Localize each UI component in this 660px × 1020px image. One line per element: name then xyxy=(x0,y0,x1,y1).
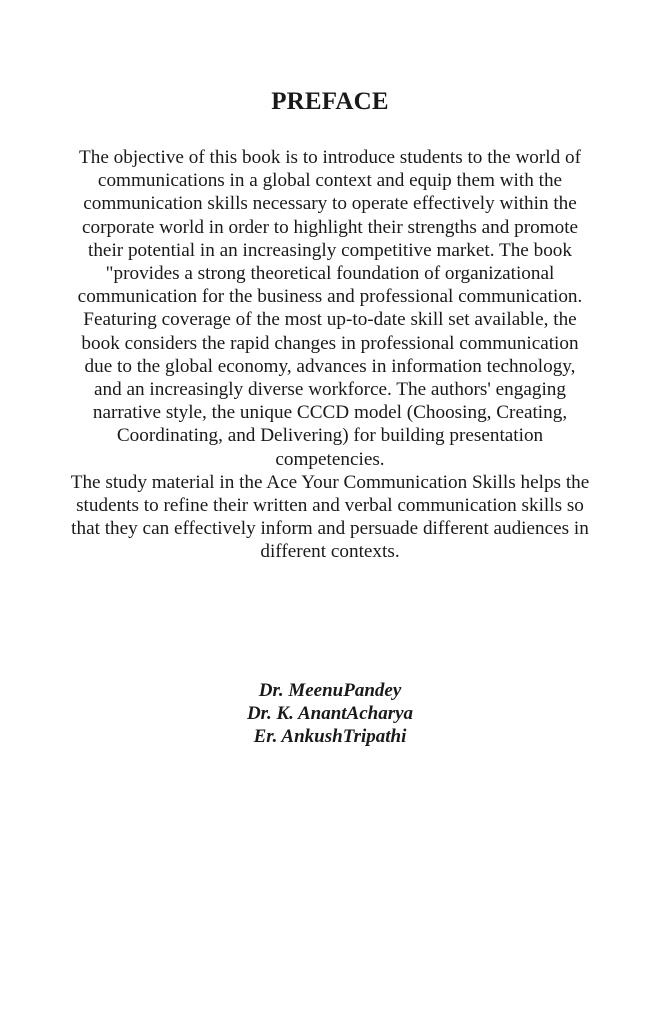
body-line: narrative style, the unique CCCD model (Choosing, Creating, xyxy=(92,402,568,424)
author-name: Dr. MeenuPandey xyxy=(258,680,402,701)
body-line: different contexts. xyxy=(260,541,400,563)
body-line: that they can effectively inform and persuade different audiences in xyxy=(71,518,589,540)
body-line: communication for the business and professional communication. xyxy=(77,286,583,308)
body-line: corporate world in order to highlight their strengths and promote xyxy=(81,216,579,238)
body-line: The objective of this book is to introduce students to the world of xyxy=(79,147,581,168)
page-title: PREFACE xyxy=(271,88,389,115)
body-line: book considers the rapid changes in professional communication xyxy=(81,332,579,354)
body-line: communication skills necessary to operate effectively within the xyxy=(83,193,577,215)
body-line: competencies. xyxy=(275,448,385,470)
body-line: Coordinating, and Delivering) for building presentation xyxy=(116,425,544,447)
author-name: Er. AnkushTripathi xyxy=(253,726,407,747)
author-name: Dr. K. AnantAcharya xyxy=(246,703,414,724)
author-list xyxy=(0,679,660,748)
preface-body xyxy=(40,146,620,564)
body-line: communications in a global context and equip them with the xyxy=(97,170,563,192)
body-line: Featuring coverage of the most up-to-date skill set available, the xyxy=(83,309,577,331)
body-line: due to the global economy, advances in information technology, xyxy=(84,355,576,377)
body-line: students to refine their written and verbal communication skills so xyxy=(76,495,584,517)
body-line: their potential in an increasingly competitive market. The book xyxy=(88,239,572,261)
body-line: The study material in the Ace Your Communication Skills helps the xyxy=(70,471,590,493)
body-line: "provides a strong theoretical foundation of organizational xyxy=(105,263,555,285)
body-line: and an increasingly diverse workforce. The authors' engaging xyxy=(94,379,566,401)
